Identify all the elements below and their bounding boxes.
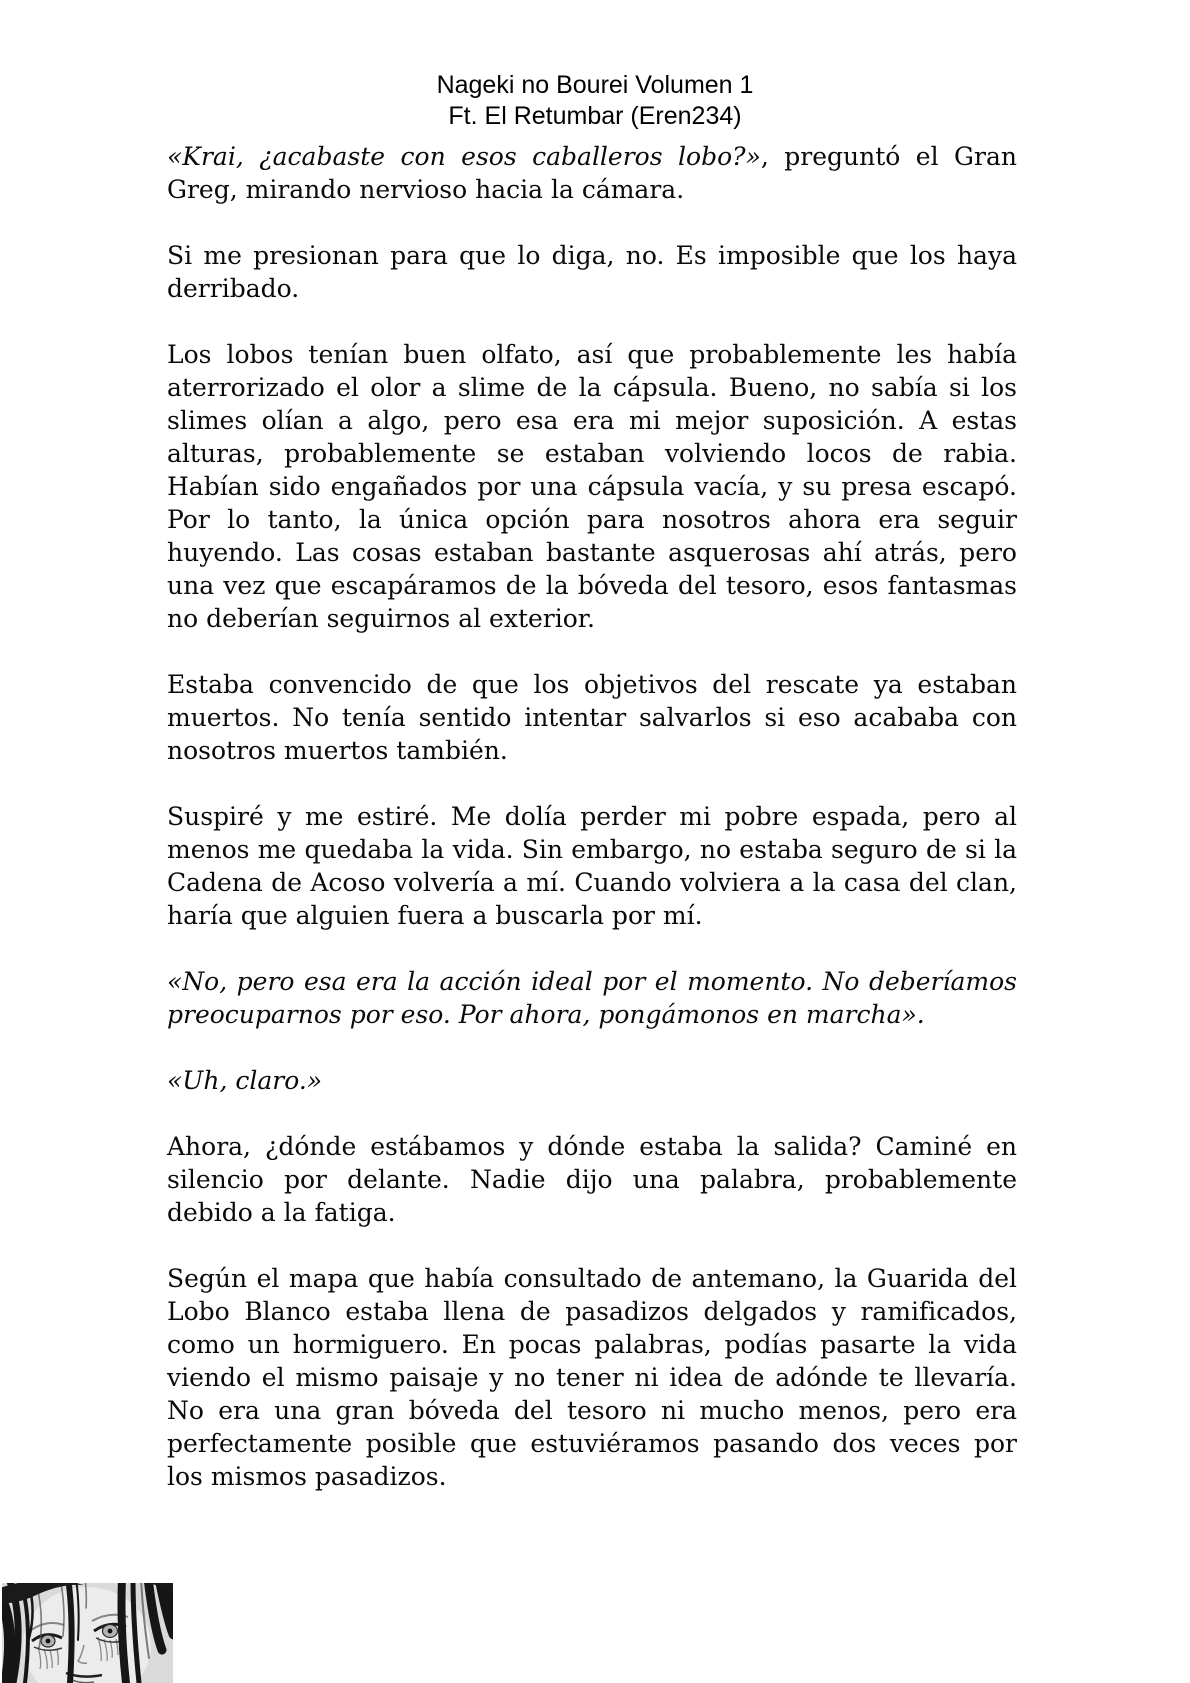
body-paragraph: [167, 1262, 1017, 1493]
body-paragraph: [167, 140, 1017, 206]
paragraph-segment: Suspiré y me estiré. Me dolía perder mi pobre espada, pero al menos me quedaba la vida. Sin embargo, no estaba seguro de si la Cadena de Acoso volvería a mí. Cuando volviera a la casa del clan, haría que alguien fuera a buscarla por mí.: [167, 802, 1017, 930]
paragraph-segment: , preguntó el Gran Greg, mirando nervioso hacia la cámara.: [167, 142, 1017, 204]
paragraph-segment: Los lobos tenían buen olfato, así que probablemente les había aterrorizado el olor a slime de la cápsula. Bueno, no sabía si los slimes olían a algo, pero esa era mi mejor suposición. A estas alturas, probablemente se estaban volviendo locos de rabia. Habían sido engañados por una cápsula vacía, y su presa escapó. Por lo tanto, la única opción para nosotros ahora era seguir huyendo. Las cosas estaban bastante asquerosas ahí atrás, pero una vez que escapáramos de la bóveda del tesoro, esos fantasmas no deberían seguirnos al exterior.: [167, 340, 1017, 633]
body-paragraph: [167, 1064, 1017, 1097]
document-header: [0, 70, 1190, 132]
paragraph-segment: Según el mapa que había consultado de antemano, la Guarida del Lobo Blanco estaba llena de pasadizos delgados y ramificados, como un hormiguero. En pocas palabras, podías pasarte la vida viendo el mismo paisaje y no tener ni idea de adónde te llevaría. No era una gran bóveda del tesoro ni mucho menos, pero era perfectamente posible que estuviéramos pasando dos veces por los mismos pasadizos.: [167, 1264, 1017, 1491]
body-paragraph: [167, 239, 1017, 305]
paragraph-segment: Estaba convencido de que los objetivos del rescate ya estaban muertos. No tenía sentido intentar salvarlos si eso acababa con nosotros muertos también.: [167, 670, 1017, 765]
paragraph-segment: «No, pero esa era la acción ideal por el momento. No deberíamos preocuparnos por eso. Por ahora, pongámonos en marcha».: [167, 967, 1017, 1029]
page-subtitle: Ft. El Retumbar (Eren234): [448, 102, 742, 130]
manga-face-drawing: [2, 1583, 173, 1683]
body-paragraph: [167, 1130, 1017, 1229]
paragraph-segment: «Krai, ¿acabaste con esos caballeros lobo?»: [167, 142, 761, 171]
document-body: [167, 140, 1017, 1526]
paragraph-segment: «Uh, claro.»: [167, 1066, 323, 1095]
body-paragraph: [167, 800, 1017, 932]
body-paragraph: [167, 338, 1017, 635]
manga-face-image: [2, 1583, 173, 1683]
body-paragraph: [167, 668, 1017, 767]
body-paragraph: [167, 965, 1017, 1031]
paragraph-segment: Si me presionan para que lo diga, no. Es imposible que los haya derribado.: [167, 241, 1017, 303]
paragraph-segment: Ahora, ¿dónde estábamos y dónde estaba la salida? Caminé en silencio por delante. Nadie dijo una palabra, probablemente debido a la fatiga.: [167, 1132, 1017, 1227]
page-title: Nageki no Bourei Volumen 1: [436, 71, 754, 99]
